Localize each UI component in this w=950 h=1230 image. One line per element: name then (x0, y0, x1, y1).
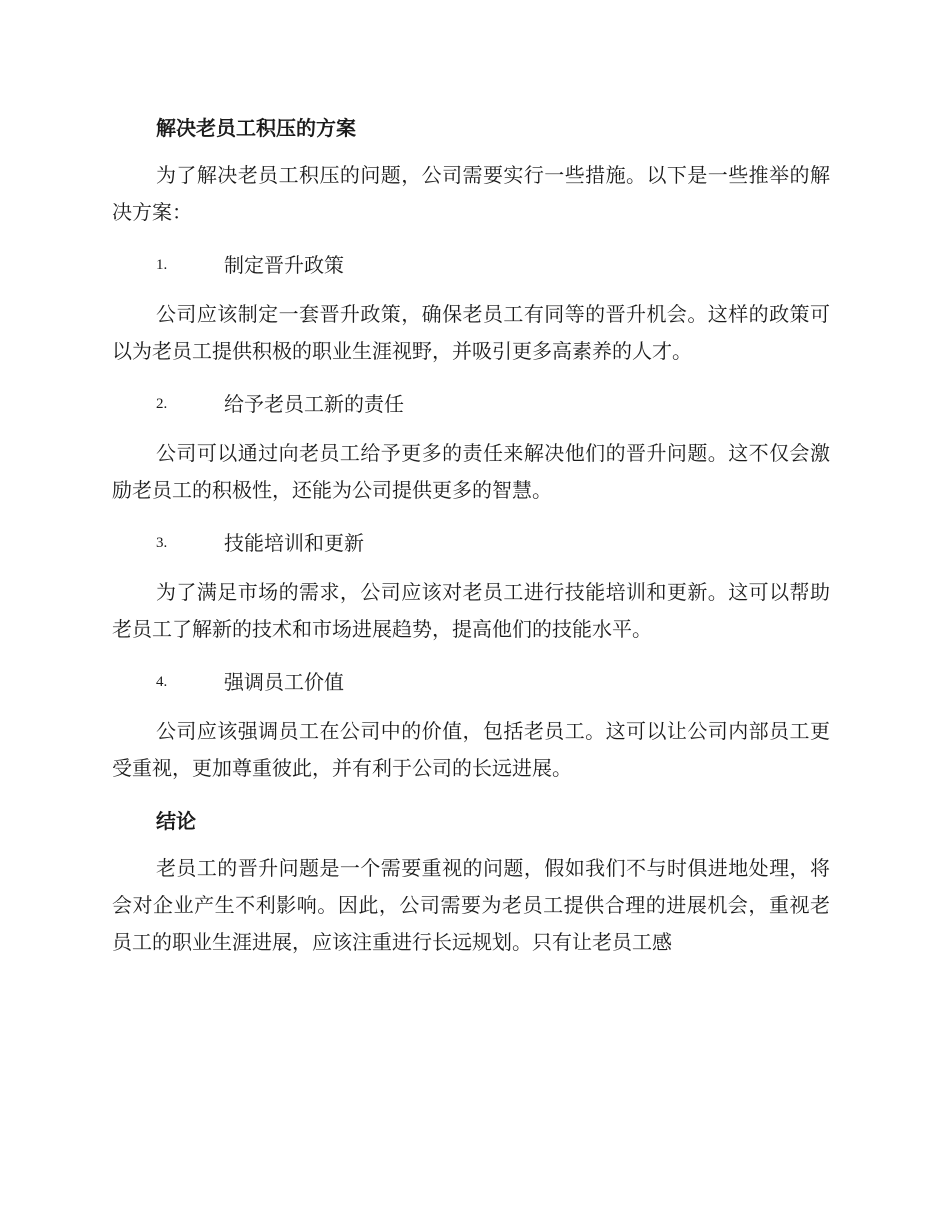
intro-paragraph: 为了解决老员工积压的问题，公司需要实行一些措施。以下是一些推举的解决方案： (112, 163, 830, 224)
item-paragraph-3: 为了满足市场的需求，公司应该对老员工进行技能培训和更新。这可以帮助老员工了解新的技术和市场进展趋势，提高他们的技能水平。 (112, 580, 830, 641)
item-paragraph-1: 公司应该制定一套晋升政策，确保老员工有同等的晋升机会。这样的政策可以为老员工提供积极的职业生涯视野，并吸引更多高素养的人才。 (112, 302, 830, 363)
list-number: 3. (156, 535, 168, 551)
list-item-4 (112, 662, 830, 702)
section-heading-solutions: 解决老员工积压的方案 (156, 116, 356, 140)
list-number: 4. (156, 674, 168, 690)
section-heading-conclusion: 结论 (156, 809, 196, 833)
list-title: 制定晋升政策 (224, 253, 344, 277)
list-item-1 (112, 245, 830, 285)
list-title: 技能培训和更新 (224, 531, 364, 555)
item-paragraph-4: 公司应该强调员工在公司中的价值，包括老员工。这可以让公司内部员工更受重视，更加尊重彼此，并有利于公司的长远进展。 (112, 719, 830, 780)
item-paragraph-2: 公司可以通过向老员工给予更多的责任来解决他们的晋升问题。这不仅会激励老员工的积极性，还能为公司提供更多的智慧。 (112, 441, 830, 502)
list-title: 强调员工价值 (224, 670, 344, 694)
conclusion-paragraph: 老员工的晋升问题是一个需要重视的问题，假如我们不与时俱进地处理，将会对企业产生不利影响。因此，公司需要为老员工提供合理的进展机会，重视老员工的职业生涯进展，应该注重进行长远规划。只有让老员工感 (112, 856, 830, 954)
list-number: 2. (156, 396, 168, 412)
list-title: 给予老员工新的责任 (224, 392, 404, 416)
list-item-2 (112, 384, 830, 424)
list-item-3 (112, 523, 830, 563)
document-page (112, 108, 830, 975)
list-number: 1. (156, 257, 168, 273)
